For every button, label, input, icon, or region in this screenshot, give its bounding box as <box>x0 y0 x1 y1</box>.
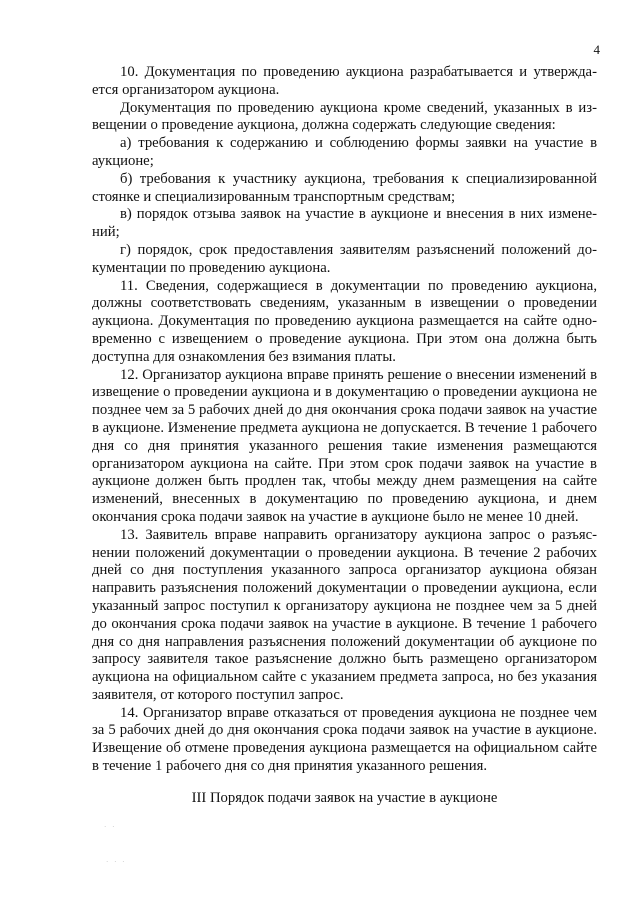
paragraph-item-a: а) требования к содержанию и соблюдению формы заявки на участие в аукционе; <box>92 135 597 169</box>
paragraph-10: 10. Документация по проведению аукциона разрабатывается и утверждается организатором аукциона. <box>92 64 597 98</box>
paragraph-item-g: г) порядок, срок предоставления заявителям разъяснений положений документации по проведению аукциона. <box>92 241 597 276</box>
page-number: 4 <box>593 42 600 57</box>
section-heading: III Порядок подачи заявок на участие в аукционе <box>191 790 498 806</box>
paragraph-14: 14. Организатор вправе отказаться от проведения аукциона не позднее чем за 5 рабочих дней до дня окончания срока подачи заявок на участие в аукционе. Извещение об отмене проведения аукциона размещается на официальном сайте в течение 1 рабочего дня со дня принятия указанного решения. <box>92 704 597 775</box>
paragraph-item-b: б) требования к участнику аукциона, требования к специализированной стоянке и специализированным транспортным средствам; <box>92 170 597 205</box>
scan-artifact: · · <box>104 823 117 831</box>
scan-artifact: · · · <box>106 858 127 866</box>
paragraph-11: 11. Сведения, содержащиеся в документации по проведению аукциона, должны соответствовать сведениям, указанным в извещении о проведении аукциона. Документация по проведению аукциона размещается на сайте одновременно с извещением о проведение аукциона. При этом она должна быть доступна для ознакомления без взимания платы. <box>92 277 597 365</box>
paragraph-13: 13. Заявитель вправе направить организатору аукциона запрос о разъяснении положений документации о проведении аукциона. В течение 2 рабочих дней со дня поступления указанного запроса организатор аукциона обязан направить разъяснения положений документации о проведении аукциона, если указанный запрос поступил к организатору аукциона не позднее чем за 5 дней до окончания срока подачи заявок на участие в аукционе. В течение 1 рабочего дня со дня направления разъяснения положений документации об аукционе по запросу заявителя такое разъяснение должно быть размещено организатором аукциона на официальном сайте с указанием предмета запроса, но без указания заявителя, от которого поступил запрос. <box>92 526 597 703</box>
paragraph-item-v: в) порядок отзыва заявок на участие в аукционе и внесения в них изменений; <box>92 206 597 241</box>
paragraph-12: 12. Организатор аукциона вправе принять решение о внесении изменений в извещение о проведении аукциона и в документацию о проведении аукциона не позднее чем за 5 рабочих дней до дня окончания срока подачи заявок на участие в аукционе. Изменение предмета аукциона не допускается. В течение 1 рабочего дня со дня принятия указанного решения такие изменения размещаются организатором аукциона на сайте. При этом срок подачи заявок на участие в аукционе должен быть продлен так, чтобы между днем размещения на сайте изменений, внесенных в документацию по проведению аукциона, и днем окончания срока подачи заявок на участие в аукционе было не менее 10 дней. <box>92 366 597 525</box>
paragraph-documentation-contents: Документация по проведению аукциона кроме сведений, указанных в извещении о проведение аукциона, должна содержать следующие сведения: <box>92 99 597 134</box>
document-body <box>92 64 597 776</box>
